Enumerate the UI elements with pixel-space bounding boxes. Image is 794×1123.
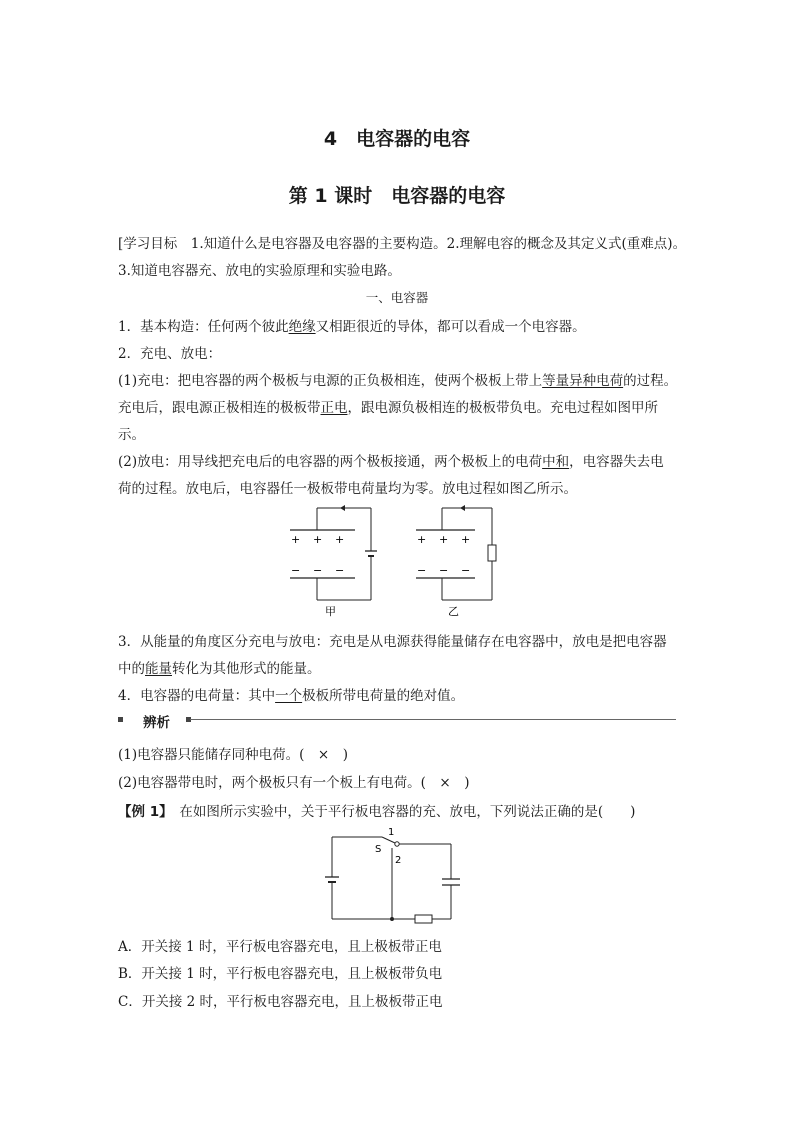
minus-sign: −	[439, 564, 449, 577]
label-jia: 甲	[325, 605, 336, 618]
charge-line2-text-end: ，跟电源负极相连的极板带负电。充电过程如图甲所	[347, 400, 658, 416]
minus-sign: −	[335, 564, 345, 577]
minus-sign: −	[313, 564, 323, 577]
analysis-divider	[190, 719, 676, 720]
item-energy-line2	[118, 657, 321, 677]
judge-item-2: (2)电容器带电时，两个极板只有一个板上有电荷。( × )	[118, 775, 470, 791]
option-a: A．开关接 1 时，平行板电容器充电，且上极板带正电	[118, 939, 442, 955]
minus-sign: −	[417, 564, 427, 577]
divider-square-icon	[118, 717, 123, 722]
switch-position-1: 1	[388, 827, 395, 838]
charge-underlined: 等量异种电荷	[542, 373, 624, 389]
plus-sign: +	[313, 533, 323, 546]
item1-text: 1．基本构造：任何两个彼此	[118, 319, 289, 335]
option-b: B．开关接 1 时，平行板电容器充电，且上极板带负电	[118, 966, 443, 982]
learning-objectives-line2: 3.知道电容器充、放电的实验原理和实验电路。	[118, 263, 401, 279]
plus-sign: +	[417, 533, 427, 546]
plus-sign: +	[335, 533, 345, 546]
discharge-text: (2)放电：用导线把充电后的电容器的两个极板接通，两个极板上的电荷	[118, 454, 543, 470]
plus-sign: +	[461, 533, 471, 546]
circuit-discharge	[416, 508, 496, 600]
switch-label: S	[375, 844, 382, 855]
minus-sign: −	[461, 564, 471, 577]
plus-sign: +	[439, 533, 449, 546]
charge-text: (1)充电：把电容器的两个极板与电源的正负极相连，使两个极板上带上	[118, 373, 543, 389]
charge-line2-text: 充电后，跟电源正极相连的极板带	[118, 400, 321, 416]
option-c: C．开关接 2 时，平行板电容器充电，且上极板带正电	[118, 994, 443, 1010]
charge-discharge-figure	[285, 503, 505, 621]
label-yi: 乙	[448, 605, 459, 618]
plus-sign: +	[291, 533, 301, 546]
item4-underlined: 一个	[275, 688, 303, 704]
objectives-text-1: 1.知道什么是电容器及电容器的主要构造。2.理解电容的概念及其定义式(重难点)。	[177, 236, 687, 252]
charge-line1	[118, 369, 677, 389]
item-charge-discharge-label: 2．充电、放电：	[118, 346, 222, 362]
junction-dot	[390, 917, 394, 921]
item1-text-end: 又相距很近的导体，都可以看成一个电容器。	[315, 319, 586, 335]
energy-text-end: 转化为其他形式的能量。	[172, 661, 321, 677]
example-text: 在如图所示实验中，关于平行板电容器的充、放电，下列说法正确的是( )	[165, 804, 636, 820]
learning-objectives-line1	[118, 232, 686, 252]
circuit-charge	[290, 508, 377, 600]
example-tag: 【例 1】	[118, 804, 166, 820]
switch-circuit-figure	[318, 823, 468, 925]
item1-underlined: 绝缘	[288, 319, 316, 335]
switch-position-2: 2	[395, 855, 402, 866]
charge-line2-underlined: 正电	[320, 400, 348, 416]
item-energy-line1: 3．从能量的角度区分充电与放电：充电是从电源获得能量储存在电容器中，放电是把电容器	[118, 634, 667, 650]
item-basic-structure	[118, 315, 586, 335]
energy-text: 中的	[118, 661, 145, 677]
charge-text-end: 的过程。	[623, 373, 678, 389]
lesson-subtitle: 第 1 课时 电容器的电容	[288, 185, 506, 207]
item-charge-amount	[118, 684, 464, 704]
page-title: 4 电容器的电容	[323, 128, 471, 150]
judge-item-1: (1)电容器只能储存同种电荷。( × )	[118, 747, 348, 763]
charge-line3: 示。	[118, 427, 145, 443]
item4-text: 4．电容器的电荷量：其中	[118, 688, 276, 704]
energy-underlined: 能量	[145, 661, 172, 677]
minus-sign: −	[291, 564, 301, 577]
discharge-text-end: ，电容器失去电	[569, 454, 664, 470]
arrow-icon	[340, 505, 345, 511]
charge-line2	[118, 396, 658, 416]
discharge-underlined: 中和	[542, 454, 570, 470]
example-1-question	[118, 800, 635, 820]
analysis-label: 辨析	[143, 715, 170, 731]
discharge-line2: 荷的过程。放电后，电容器任一极板带电荷量均为零。放电过程如图乙所示。	[118, 481, 577, 497]
section-heading-capacitor: 一、电容器	[365, 290, 429, 305]
item4-text-end: 极板所带电荷量的绝对值。	[302, 688, 465, 704]
objectives-bracket: [学习目标	[118, 236, 178, 252]
arrow-icon	[460, 505, 465, 511]
discharge-line1	[118, 450, 664, 470]
